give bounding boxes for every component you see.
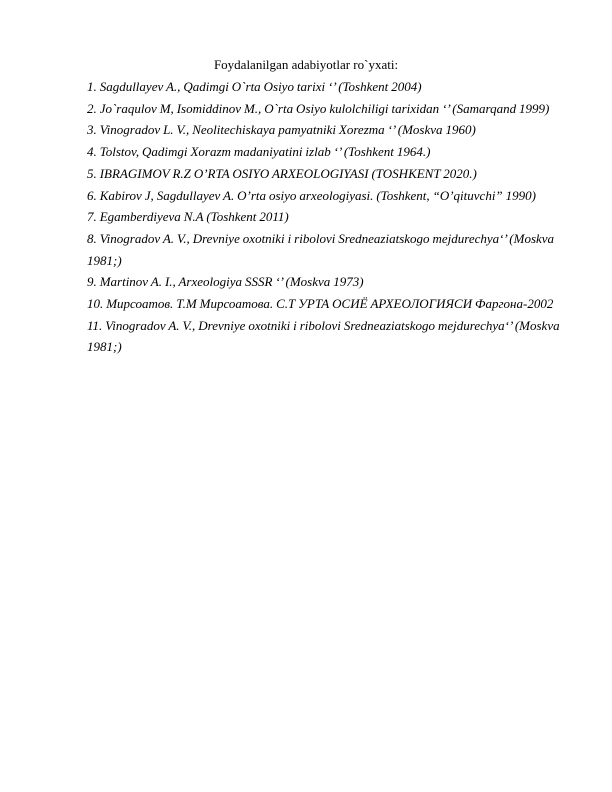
reference-item-2: 2. Jo`raqulov M, Isomiddinov M., O`rta Osiyo kulolchiligi tarixidan ‘’ (Samarqand 1999) [87,100,550,116]
reference-item-5: 5. IBRAGIMOV R.Z O’RTA OSIYO ARXEOLOGIYASI (TOSHKENT 2020.) [87,165,477,181]
reference-item-9: 9. Martinov A. I., Arxeologiya SSSR ‘’ (Moskva 1973) [87,274,364,290]
references-heading: Foydalanilgan adabiyotlar ro`yxati: [213,57,399,72]
reference-item-1: 1. Sagdullayev A., Qadimgi O`rta Osiyo tarixi ‘’ (Toshkent 2004) [87,79,422,94]
reference-item-3: 3. Vinogradov L. V., Neolitechiskaya pamyatniki Xorezma ‘’ (Moskva 1960) [87,122,476,138]
reference-item-4: 4. Tolstov, Qadimgi Xorazm madaniyatini izlab ‘’ (Toshkent 1964.) [87,144,431,160]
reference-list [87,76,567,358]
reference-item-10: 10. Мирсоатов. Т.М Мирсоатова. С.Т УРТА ОСИЁ АРХЕОЛОГИЯСИ Фаргона-2002 [87,296,554,312]
reference-item-6: 6. Kabirov J, Sagdullayev A. O’rta osiyo arxeologiyasi. (Toshkent, “O’qituvchi” 1990) [87,187,536,203]
reference-item-11: 11. Vinogradov A. V., Drevniye oxotniki i ribolovi Sredneaziatskogo mejdurechya‘’ (Moskva 1981;) [87,317,560,355]
reference-item-8: 8. Vinogradov A. V., Drevniye oxotniki i ribolovi Sredneaziatskogo mejdurechya‘’ (Moskva 1981;) [87,230,555,268]
reference-item-7: 7. Egamberdiyeva N.A (Toshkent 2011) [87,209,289,225]
